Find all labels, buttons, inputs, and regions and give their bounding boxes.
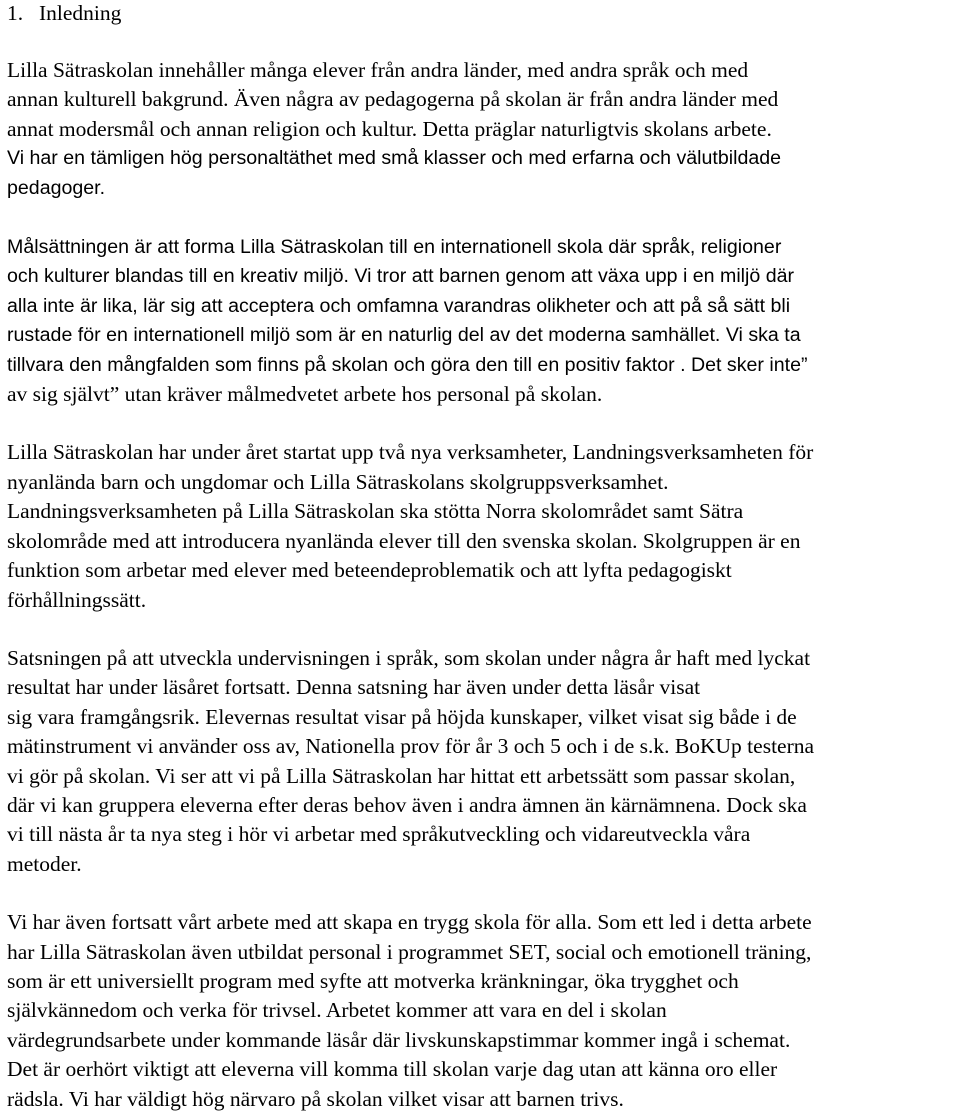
paragraph-goals xyxy=(7,233,954,409)
text-line: Lilla Sätraskolan innehåller många elever från andra länder, med andra språk och med xyxy=(7,58,749,82)
text-line: alla inte är lika, lär sig att acceptera och omfamna varandras olikheter och att på så sätt bli xyxy=(7,294,791,317)
text-line: Lilla Sätraskolan har under året startat upp två nya verksamheter, Landningsverksamheten för xyxy=(7,440,814,465)
text-line: nyanlända barn och ungdomar och Lilla Sätraskolans skolgruppsverksamhet. xyxy=(7,469,669,494)
paragraph-new-activities xyxy=(7,438,954,614)
section-title: Inledning xyxy=(39,1,122,25)
section-number: 1. xyxy=(7,1,24,25)
text-line: av sig självt” utan kräver målmedvetet arbete hos personal på skolan. xyxy=(7,382,603,407)
text-line: vi till nästa år ta nya steg i hör vi arbetar med språkutveckling och vidareutveckla våra xyxy=(7,822,751,847)
text-line: metoder. xyxy=(7,851,82,876)
text-line: förhållningssätt. xyxy=(7,587,147,612)
text-line: och kulturer blandas till en kreativ miljö. Vi tror att barnen genom att växa upp i en miljö där xyxy=(7,265,795,288)
paragraph-intro xyxy=(7,56,954,203)
text-line: självkännedom och verka för trivsel. Arbetet kommer att vara en del i skolan xyxy=(7,998,667,1023)
text-line: tillvara den mångfalden som finns på skolan och göra den till en positiv faktor . Det sker inte” xyxy=(7,353,808,376)
section-heading xyxy=(7,0,954,26)
text-line: sig vara framgångsrik. Elevernas resultat visar på höjda kunskaper, vilket visat sig både i de xyxy=(7,704,797,729)
text-line: där vi kan gruppera eleverna efter deras behov även i andra ämnen än kärnämnena. Dock ska xyxy=(7,792,807,817)
text-line: annat modersmål och annan religion och kultur. Detta präglar naturligtvis skolans arbete. xyxy=(7,116,772,141)
text-line: annan kulturell bakgrund. Även några av pedagogerna på skolan är från andra länder med xyxy=(7,87,779,112)
text-line: Vi har även fortsatt vårt arbete med att skapa en trygg skola för alla. Som ett led i detta arbete xyxy=(7,910,812,935)
text-line: Vi har en tämligen hög personaltäthet med små klasser och med erfarna och välutbildade xyxy=(7,147,782,170)
text-line: Målsättningen är att forma Lilla Sätraskolan till en internationell skola där språk, religioner xyxy=(7,236,782,259)
text-line: rädsla. Vi har väldigt hög närvaro på skolan vilket visar att barnen trivs. xyxy=(7,1086,624,1111)
text-line: mätinstrument vi använder oss av, Nationella prov för år 3 och 5 och i de s.k. BoKUp testerna xyxy=(7,734,815,759)
text-line: skolområde med att introducera nyanlända elever till den svenska skolan. Skolgruppen är en xyxy=(7,528,801,553)
text-line: funktion som arbetar med elever med beteendeproblematik och att lyfta pedagogiskt xyxy=(7,558,732,583)
text-line: resultat har under läsåret fortsatt. Denna satsning har även under detta läsår visat xyxy=(7,675,701,700)
text-line: värdegrundsarbete under kommande läsår där livskunskapstimmar kommer ingå i schemat. xyxy=(7,1027,791,1052)
text-line: Landningsverksamheten på Lilla Sätraskolan ska stötta Norra skolområdet samt Sätra xyxy=(7,499,744,524)
text-line: pedagoger. xyxy=(7,176,106,199)
paragraph-safe-school xyxy=(7,908,954,1114)
paragraph-language-initiative xyxy=(7,644,954,879)
text-line: Det är oerhört viktigt att eleverna vill komma till skolan varje dag utan att känna oro eller xyxy=(7,1057,778,1082)
text-line: Satsningen på att utveckla undervisningen i språk, som skolan under några år haft med lyckat xyxy=(7,645,811,670)
text-line: har Lilla Sätraskolan även utbildat personal i programmet SET, social och emotionell träning, xyxy=(7,939,812,964)
text-line: vi gör på skolan. Vi ser att vi på Lilla Sätraskolan har hittat ett arbetssätt som passar skolan, xyxy=(7,763,796,788)
text-line: som är ett universiellt program med syfte att motverka kränkningar, öka trygghet och xyxy=(7,968,739,993)
text-line: rustade för en internationell miljö som är en naturlig del av det moderna samhället. Vi ska ta xyxy=(7,324,801,347)
